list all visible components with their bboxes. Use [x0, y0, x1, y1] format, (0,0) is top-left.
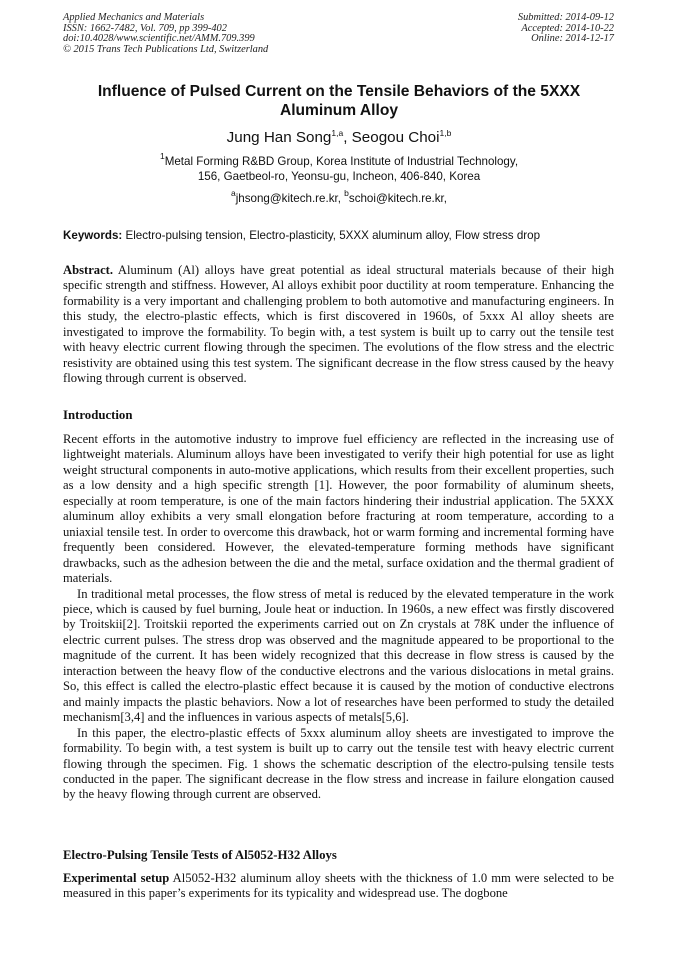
introduction-body	[63, 432, 614, 803]
paragraph: Recent efforts in the automotive industry to improve fuel efficiency are reflected in the increasing use of lightweight materials. Aluminum alloys have been investigated to verify their high potential for use as light weight structural components in auto-motive applications, which results from their excellent properties, such as a low density and a high specific strength [1]. However, the poor formability of aluminum sheets, especially at room temperature, is one of the main factors hindering their industrial application. The 5XXX aluminum alloy exhibits a very small elongation before fracturing at room temperature, according to a uniaxial tensile test. In order to overcome this drawback, hot or warm forming and incremental forming have frequently been considered. However, the elevated-temperature forming methods have significant drawbacks, such as the adhesion between the die and the metal, surface oxidation and the thermal gradient of materials.	[63, 432, 614, 586]
submitted-date: Submitted: 2014-09-12	[517, 12, 614, 23]
email-link[interactable]: jhsong@kitech.re.kr,	[235, 192, 345, 205]
author-name: Seogou Choi	[351, 129, 440, 146]
abstract	[63, 263, 614, 387]
title-line-1: Influence of Pulsed Current on the Tensile Behaviors of the 5XXX	[97, 83, 581, 100]
title-line-2: Aluminum Alloy	[279, 102, 399, 119]
email-link[interactable]: schoi@kitech.re.kr,	[348, 192, 448, 205]
submission-dates	[518, 13, 614, 45]
keywords-label: Keywords:	[63, 229, 123, 242]
affiliation	[60, 151, 618, 184]
affil-mark: 1	[159, 151, 165, 161]
journal-name: Applied Mechanics and Materials	[63, 12, 205, 23]
online-date: Online: 2014-12-17	[531, 33, 614, 45]
section-heading-electro-pulsing: Electro-Pulsing Tensile Tests of Al5052-H32 Alloys	[63, 848, 337, 862]
journal-info	[63, 13, 268, 55]
keywords-text: Electro-pulsing tension, Electro-plasticity, 5XXX aluminum alloy, Flow stress drop	[122, 229, 541, 242]
accepted-date: Accepted: 2014-10-22	[521, 22, 614, 34]
email-mark: b	[344, 188, 349, 198]
author-emails	[60, 188, 618, 206]
paragraph: Al5052-H32 aluminum alloy sheets with the thickness of 1.0 mm were selected to be measured in this paper’s experiments for its typicality and widespread use. The dogbone	[63, 871, 615, 901]
author-list	[60, 129, 618, 147]
experimental-setup-body	[63, 871, 614, 902]
subheading-experimental-setup: Experimental setup	[63, 871, 170, 885]
journal-issn: ISSN: 1662-7482, Vol. 709, pp 399-402	[63, 22, 227, 34]
paragraph: In traditional metal processes, the flow stress of metal is reduced by the elevated temperature in the work piece, which is caused by fuel burning, Joule heat or induction. In 1960s, a new effect was firstly discovered by Troitskii[2]. Troitskii reported the experiments carried out on Zn crystals at 78K under the influence of electric current pulses. The stress drop was observed and the magnitude appeared to be proportional to the magnitude of the current. It has been widely recognized that this decrease in flow stress is caused by the interaction between the heavy flow of the conductive electrons and the various dislocations in metal grains. So, this effect is called the electro-plastic effect because it is caused by the motion of conductive electrons and mainly impacts the plastic behaviors. Now a lot of researches have been performed to study the detailed mechanism[3,4] and the influences in various aspects of metals[5,6].	[63, 586, 614, 725]
paper-title	[60, 82, 618, 120]
journal-doi: doi:10.4028/www.scientific.net/AMM.709.399	[63, 33, 255, 45]
author-name: Jung Han Song	[226, 129, 332, 146]
keywords	[63, 229, 623, 243]
journal-copyright: © 2015 Trans Tech Publications Ltd, Switzerland	[63, 43, 269, 55]
author-separator: ,	[343, 129, 352, 146]
section-heading-introduction: Introduction	[63, 408, 133, 422]
abstract-text: Aluminum (Al) alloys have great potential as ideal structural materials because of their high specific strength and stiffness. However, Al alloys exhibit poor ductility at room temperature. Enhancing the formability is a very important and challenging problem to both automotive and manufacturing engineers. In this study, the electro-plastic effects, which is first discovered in 1960s, of 5xxx Al alloy sheets are investigated to improve the formability. To begin with, a test system is built up to carry out the tensile test with heavy electric current flowing through the specimen. The evolutions of the flow stress and the electric resistivity are obtained using this test system. The significant decrease in the flow stress caused by the heavy flowing through current is observed.	[63, 263, 614, 386]
abstract-label: Abstract.	[63, 263, 114, 277]
affil-line-1: Metal Forming R&BD Group, Korea Institute of Industrial Technology,	[164, 155, 519, 168]
email-mark: a	[230, 188, 236, 198]
paragraph: In this paper, the electro-plastic effects of 5xxx aluminum alloy sheets are investigated to improve the formability. To begin with, a test system is built up to carry out the tensile test with heavy electric current flowing through the specimen. Fig. 1 shows the schematic description of the electro-pulsing tensile tests conducted in the paper. The significant decrease in the flow stress and increase in failure elongation caused by the heavy flowing through current are observed.	[63, 725, 614, 802]
affil-line-2: 156, Gaetbeol-ro, Yeonsu-gu, Incheon, 406-840, Korea	[197, 169, 481, 183]
author-affil-mark: 1,b	[439, 128, 452, 138]
author-affil-mark: 1,a	[331, 128, 344, 138]
